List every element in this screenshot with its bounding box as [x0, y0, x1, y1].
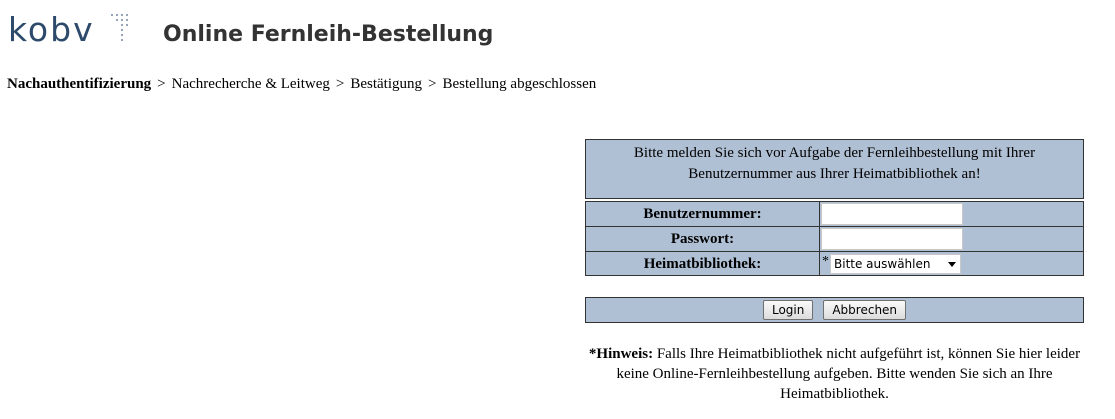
home-library-selected-value: Bitte auswählen [834, 257, 931, 271]
password-input[interactable] [821, 228, 963, 250]
login-fields-panel [585, 201, 1084, 276]
user-number-input[interactable] [821, 203, 963, 225]
breadcrumb-step-completed: Bestellung abgeschlossen [442, 76, 597, 92]
cancel-button[interactable]: Abbrechen [823, 300, 906, 320]
breadcrumb [7, 76, 596, 93]
home-library-row [586, 252, 1083, 277]
home-library-label: Heimatbibliothek: [586, 252, 820, 276]
login-intro-panel [585, 139, 1084, 199]
logo-dots-icon [108, 9, 132, 41]
hint-prefix: *Hinweis: [588, 346, 654, 362]
hint-text: Falls Ihre Heimatbibliothek nicht aufgeführt ist, können Sie hier leider keine Online-Fernleihbestellung aufgeben. Bitte wenden Sie sich an Ihre Heimatbibliothek. [616, 346, 1081, 402]
breadcrumb-separator: > [335, 76, 345, 92]
chevron-down-icon [948, 262, 956, 267]
user-number-label: Benutzernummer: [586, 202, 820, 226]
login-buttons-panel [585, 297, 1084, 323]
user-number-row [586, 202, 1083, 227]
password-label: Passwort: [586, 227, 820, 251]
breadcrumb-step-research: Nachrecherche & Leitweg [171, 76, 330, 92]
breadcrumb-step-confirmation: Bestätigung [350, 76, 423, 92]
kobv-logo: kobv [8, 10, 95, 49]
breadcrumb-separator: > [157, 76, 166, 92]
required-asterisk: * [822, 254, 829, 269]
breadcrumb-separator: > [428, 76, 437, 92]
breadcrumb-step-authentication: Nachauthentifizierung [7, 76, 152, 92]
login-button[interactable]: Login [763, 300, 813, 320]
password-row [586, 227, 1083, 252]
login-intro-text: Bitte melden Sie sich vor Aufgabe der Fernleihbestellung mit Ihrer Benutzernummer aus Ihrer Heimatbibliothek an! [633, 145, 1036, 182]
page-title: Online Fernleih-Bestellung [163, 22, 494, 47]
home-library-select[interactable] [830, 254, 961, 274]
library-hint-note [585, 344, 1084, 404]
